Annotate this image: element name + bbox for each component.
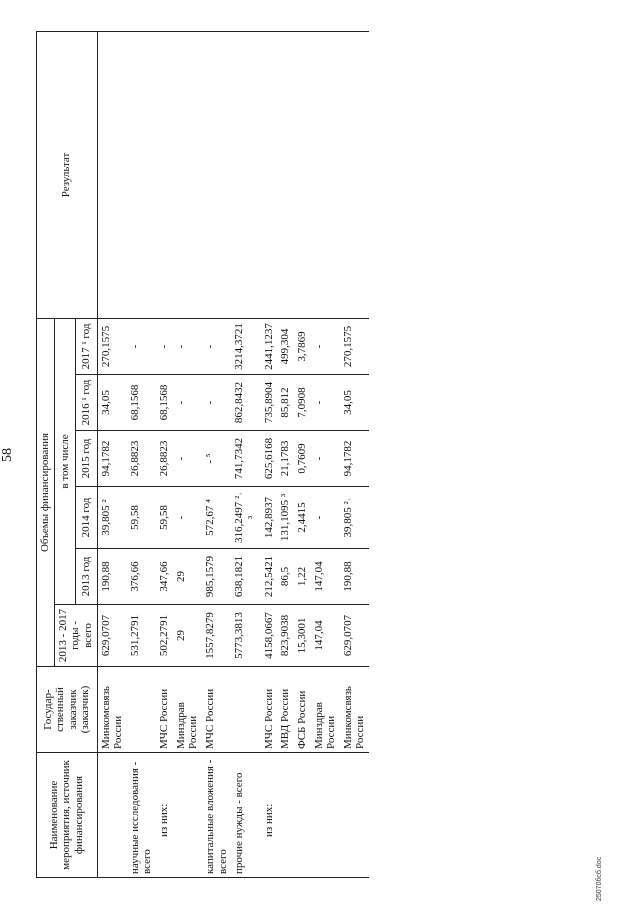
cell-total: 29 [173, 605, 202, 667]
cell-total: 4158,0667 [261, 605, 278, 667]
table-row [97, 31, 127, 877]
cell-y2016: - [173, 375, 202, 431]
cell-y2013: 1,22 [294, 549, 311, 605]
cell-name [294, 753, 311, 878]
cell-result [156, 31, 173, 318]
cell-y2014: 59,58 [127, 487, 156, 549]
table-row [294, 31, 311, 877]
table-row [173, 31, 202, 877]
cell-y2013: 147,04 [311, 549, 340, 605]
cell-result [277, 31, 294, 318]
cell-name [277, 753, 294, 878]
cell-result [340, 31, 369, 318]
cell-customer: Минкомсвязь России [97, 667, 127, 753]
cell-y2014: 316,2497 ²˒ ³ [231, 487, 260, 549]
cell-y2017: - [311, 318, 340, 374]
cell-name [311, 753, 340, 878]
cell-y2015: 94,1782 [340, 431, 369, 487]
funding-table [36, 31, 369, 878]
cell-y2015: 26,8823 [127, 431, 156, 487]
cell-result [202, 31, 231, 318]
cell-y2015: 26,8823 [156, 431, 173, 487]
cell-total: 15,3001 [294, 605, 311, 667]
cell-y2013: 376,66 [127, 549, 156, 605]
cell-name [97, 753, 127, 878]
cell-y2015: - [173, 431, 202, 487]
cell-y2015: 94,1782 [97, 431, 127, 487]
cell-y2013: 212,5421 [261, 549, 278, 605]
header-result: Результат [37, 31, 98, 318]
cell-customer: МЧС России [202, 667, 231, 753]
cell-y2015: - [311, 431, 340, 487]
cell-y2014: 142,8937 [261, 487, 278, 549]
cell-result [173, 31, 202, 318]
cell-y2016: 85,812 [277, 375, 294, 431]
cell-y2017: 3,7869 [294, 318, 311, 374]
cell-customer: ФСБ России [294, 667, 311, 753]
cell-result [294, 31, 311, 318]
rotated-table-area [0, 32, 622, 878]
cell-y2016: - [311, 375, 340, 431]
header-total: 2013 - 2017 годы - всего [54, 605, 97, 667]
cell-y2013: 985,1579 [202, 549, 231, 605]
cell-y2014: - [173, 487, 202, 549]
cell-y2016: 68,1568 [127, 375, 156, 431]
cell-y2016: 7,0908 [294, 375, 311, 431]
cell-y2015: 21,1783 [277, 431, 294, 487]
cell-customer: Минздрав России [173, 667, 202, 753]
cell-y2013: 190,88 [340, 549, 369, 605]
cell-total: 531,2791 [127, 605, 156, 667]
cell-result [127, 31, 156, 318]
page-number: 58 [0, 448, 15, 462]
table-row [127, 31, 156, 877]
cell-y2015: 741,7342 [231, 431, 260, 487]
cell-y2017: - [156, 318, 173, 374]
cell-customer: МЧС России [156, 667, 173, 753]
table-row [231, 31, 260, 877]
table-header [37, 31, 98, 877]
cell-total: 502,2791 [156, 605, 173, 667]
cell-customer: МВД России [277, 667, 294, 753]
table-row [156, 31, 173, 877]
cell-y2014: 59,58 [156, 487, 173, 549]
header-year-2015: 2015 год [76, 431, 97, 487]
cell-y2014: - [311, 487, 340, 549]
cell-total: 629,0707 [340, 605, 369, 667]
cell-y2013: 190,88 [97, 549, 127, 605]
cell-customer: МЧС России [261, 667, 278, 753]
cell-name [340, 753, 369, 878]
cell-y2015: - ⁵ [202, 431, 231, 487]
cell-name: капитальные вложения - всего [202, 753, 231, 878]
cell-y2017: 499,304 [277, 318, 294, 374]
cell-y2017: 3214,3721 [231, 318, 260, 374]
cell-customer: Минздрав России [311, 667, 340, 753]
cell-total: 823,9038 [277, 605, 294, 667]
cell-y2013: 86,5 [277, 549, 294, 605]
document-id: 25070бсб.doc [596, 856, 603, 901]
table-row [261, 31, 278, 877]
cell-total: 5773,3813 [231, 605, 260, 667]
cell-y2016: 68,1568 [156, 375, 173, 431]
header-including: в том числе [54, 318, 75, 604]
cell-y2017: 270,1575 [97, 318, 127, 374]
cell-result [261, 31, 278, 318]
cell-customer [127, 667, 156, 753]
cell-customer: Минкомсвязь России [340, 667, 369, 753]
header-year-2013: 2013 год [76, 549, 97, 605]
cell-name: из них: [156, 753, 173, 878]
cell-result [97, 31, 127, 318]
cell-total: 629,0707 [97, 605, 127, 667]
cell-y2016: 735,8904 [261, 375, 278, 431]
cell-name [173, 753, 202, 878]
header-customer: Государ-ственный заказчик (заказчик) [37, 667, 98, 753]
cell-y2014: 39,805 ² [97, 487, 127, 549]
cell-y2016: 34,05 [340, 375, 369, 431]
cell-result [231, 31, 260, 318]
cell-name: прочие нужды - всего [231, 753, 260, 878]
cell-y2013: 29 [173, 549, 202, 605]
cell-y2017: 270,1575 [340, 318, 369, 374]
table-row [277, 31, 294, 877]
cell-y2017: - [202, 318, 231, 374]
cell-y2017: 2441,1237 [261, 318, 278, 374]
cell-y2016: - [202, 375, 231, 431]
cell-y2017: - [127, 318, 156, 374]
header-year-2014: 2014 год [76, 487, 97, 549]
cell-result [311, 31, 340, 318]
cell-y2014: 2,4415 [294, 487, 311, 549]
cell-total: 147,04 [311, 605, 340, 667]
table-body [97, 31, 369, 877]
cell-total: 1557,8279 [202, 605, 231, 667]
table-row [340, 31, 369, 877]
header-name: Наименование мероприятия, источник финансирования [37, 753, 98, 878]
cell-y2014: 572,67 ⁴ [202, 487, 231, 549]
cell-y2015: 625,6168 [261, 431, 278, 487]
header-year-2017: 2017 ¹ год [76, 318, 97, 374]
cell-y2015: 0,7609 [294, 431, 311, 487]
header-funding: Объемы финансирования [37, 318, 55, 666]
cell-y2013: 638,1821 [231, 549, 260, 605]
table-row [311, 31, 340, 877]
cell-y2017: - [173, 318, 202, 374]
cell-y2014: 131,1095 ³ [277, 487, 294, 549]
cell-y2016: 862,8432 [231, 375, 260, 431]
cell-y2013: 347,66 [156, 549, 173, 605]
cell-name: из них: [261, 753, 278, 878]
cell-y2016: 34,05 [97, 375, 127, 431]
table-row [202, 31, 231, 877]
cell-customer [231, 667, 260, 753]
header-year-2016: 2016 ¹ год [76, 375, 97, 431]
cell-name: научные исследования - всего [127, 753, 156, 878]
cell-y2014: 39,805 ²˒ [340, 487, 369, 549]
